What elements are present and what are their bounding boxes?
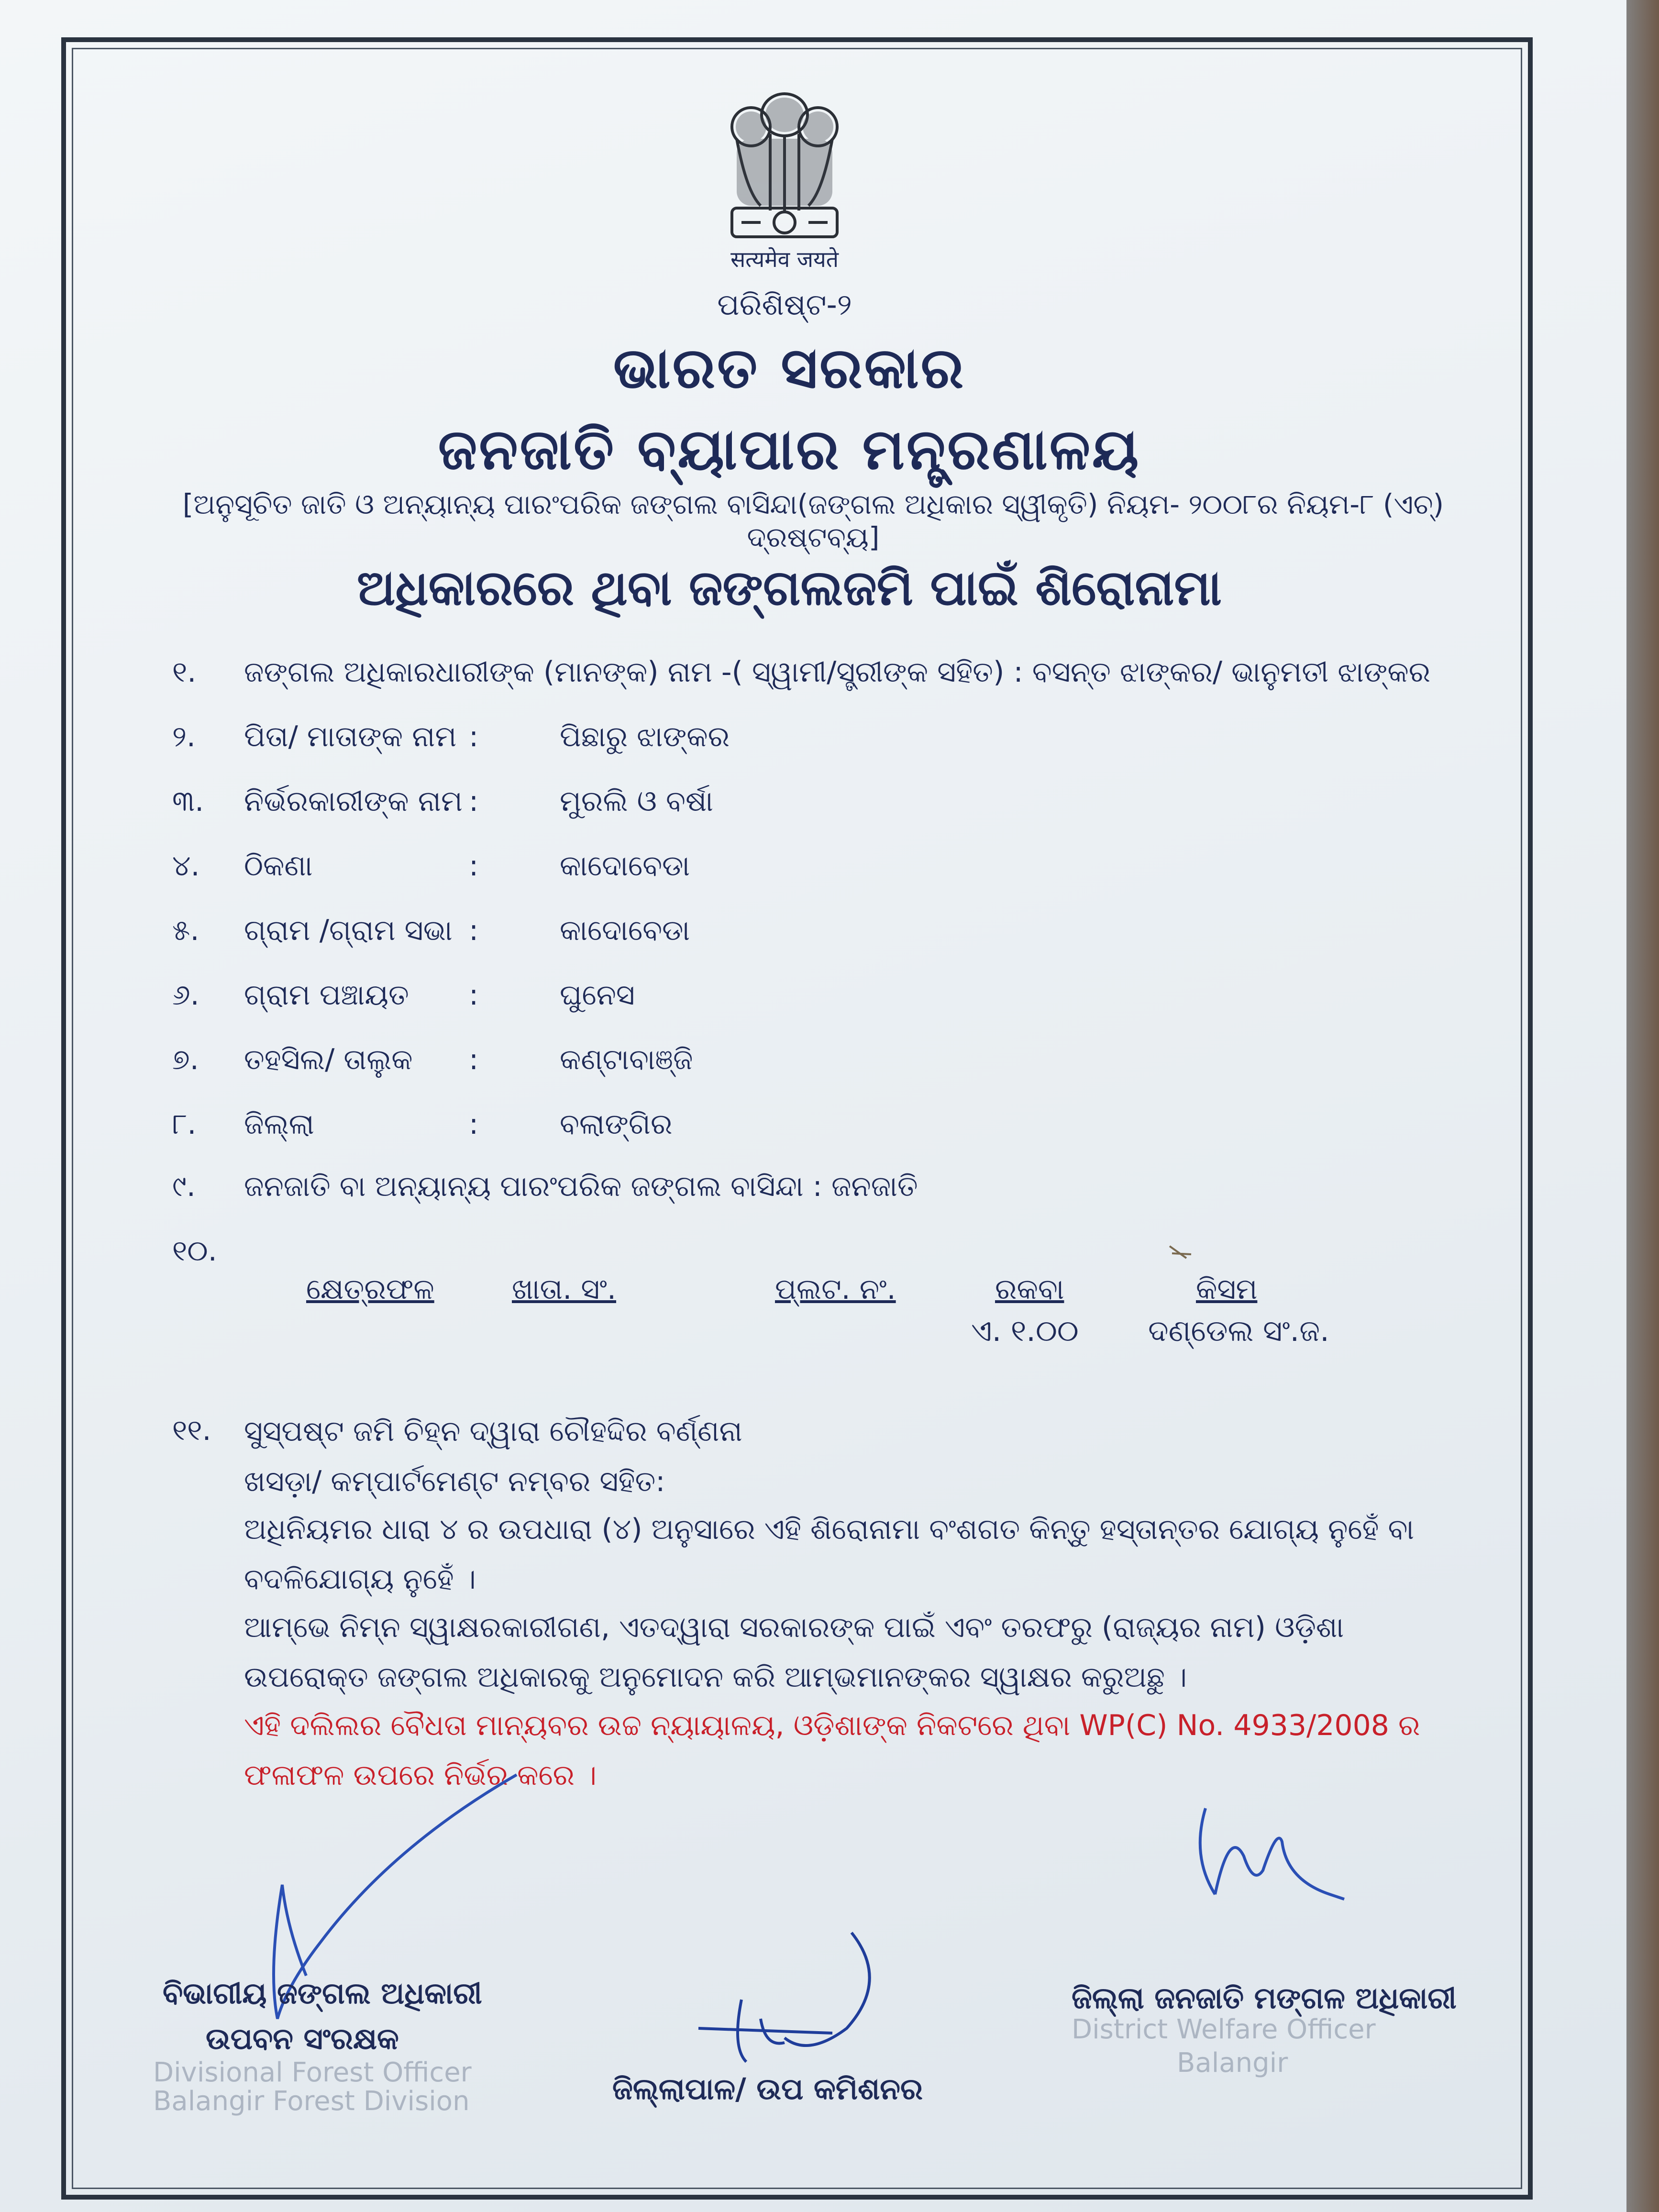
- field-value: କଣ୍ଟାବାଞ୍ଜି: [560, 1043, 693, 1076]
- stamp-right-line-2: Balangir: [1177, 2047, 1288, 2079]
- field-number: ୨.: [172, 720, 196, 753]
- signature-center: [689, 1923, 890, 2067]
- field-label: ଠିକଣା: [244, 849, 313, 883]
- field-number: ୯.: [172, 1170, 196, 1203]
- emblem-motto: सत्यमेव जयते: [730, 246, 839, 272]
- section-11-line-3: ଅଧିନିୟମର ଧାରା ୪ ର ଉପଧାରା (୪) ଅନୁସାରେ ଏହି ଶିରୋନାମା ବଂଶଗତ କିନ୍ତୁ ହସ୍ତାନ୍ତର ଯୋଗ୍ୟ ନୁହେଁ ବା ବଦଳିଯୋଗ୍ୟ ନୁହେଁ ।: [244, 1513, 1415, 1596]
- field-value: କାଦୋବେଡା: [560, 914, 690, 947]
- field-text: ଜନଜାତି ବା ଅନ୍ୟାନ୍ୟ ପାରଂପରିକ ଜଙ୍ଗଲ ବାସିନ୍ଦା : ଜନଜାତି: [244, 1170, 918, 1203]
- signature-right: [1186, 1799, 1387, 1923]
- field-number: ୧୦.: [172, 1234, 217, 1268]
- rule-reference: [ଅନୁସୂଚିତ ଜାତି ଓ ଅନ୍ୟାନ୍ୟ ପାରଂପରିକ ଜଙ୍ଗଲ ବାସିନ୍ଦା(ଜଙ୍ଗଲ ଅଧିକାର ସ୍ୱୀକୃତି) ନିୟମ- ୨୦୦୮ର ନିୟମ-୮ (ଏଚ୍) ଦ୍ରଷ୍ଟବ୍ୟ]: [182, 488, 1444, 553]
- field-value: ପିଛାରୁ ଝାଙ୍କର: [560, 720, 730, 753]
- ministry-heading: ଜନଜାତି ବ୍ୟାପାର ମନ୍ତ୍ରଣାଳୟ: [438, 416, 1141, 482]
- field-value: ବଲାଙ୍ଗିର: [560, 1107, 673, 1141]
- field-value: ମୁରଲି ଓ ବର୍ଷା: [560, 785, 713, 818]
- field-label: ନିର୍ଭରକାରୀଙ୍କ ନାମ: [244, 785, 463, 818]
- table-cell-kisam: ଦଣ୍ଡେଲ ସଂ.ଜ.: [1148, 1313, 1329, 1348]
- field-number: ୧.: [172, 655, 197, 689]
- field-number: ୪.: [172, 849, 200, 883]
- field-label: ଜିଲ୍ଲା: [244, 1107, 314, 1141]
- field-colon: :: [469, 1043, 479, 1076]
- section-11-line-2: ଖସଡ଼ା/ କମ୍ପାର୍ଟମେଣ୍ଟ ନମ୍ବର ସହିତ:: [244, 1465, 665, 1498]
- document-title: ଅଧିକାରରେ ଥିବା ଜଙ୍ଗଲଜମି ପାଇଁ ଶିରୋନାମା: [357, 560, 1222, 617]
- signatory-dfo: ବିଭାଗୀୟ ଜଙ୍ଗଲ ଅଧିକାରୀ: [163, 1976, 482, 2011]
- signatory-dcf: ଉପବନ ସଂରକ୍ଷକ: [206, 2021, 399, 2056]
- section-11-line-4: ଆମ୍ଭେ ନିମ୍ନ ସ୍ୱାକ୍ଷରକାରୀଗଣ, ଏତଦ୍ୱାରା ସରକାରଙ୍କ ପାଇଁ ଏବଂ ତରଫରୁ (ରାଜ୍ୟର ନାମ) ଓଡ଼ିଶା ଉପରୋକ୍ତ ଜଙ୍ଗଲ ଅଧିକାରକୁ ଅନୁମୋଦନ କରି ଆମ୍ଭମାନଙ୍କର ସ୍ୱାକ୍ଷର କରୁଅଛୁ ।: [244, 1611, 1344, 1694]
- field-colon: :: [469, 978, 479, 1012]
- field-colon: :: [469, 849, 479, 883]
- stamp-left-line-1: Divisional Forest Officer: [153, 2057, 472, 2088]
- table-header-rakba: ରକବା: [995, 1272, 1064, 1306]
- section-11-line-1: ସୁସ୍ପଷ୍ଟ ଜମି ଚିହ୍ନ ଦ୍ୱାରା ଚୌହଦ୍ଦିର ବର୍ଣ୍ଣନା: [244, 1415, 742, 1448]
- field-colon: :: [469, 720, 479, 753]
- field-colon: :: [469, 1107, 479, 1141]
- national-emblem-icon: [698, 81, 871, 254]
- smudge-mark: [1167, 1244, 1196, 1263]
- government-heading: ଭାରତ ସରକାର: [613, 335, 966, 401]
- table-cell-rakba: ଏ. ୧.୦୦: [971, 1313, 1079, 1348]
- field-number: ୭.: [172, 1043, 199, 1076]
- stamp-left-line-2: Balangir Forest Division: [153, 2086, 470, 2117]
- field-value: କାଦୋବେଡା: [560, 849, 690, 883]
- field-label: ଗ୍ରାମ /ଗ୍ରାମ ସଭା: [244, 914, 453, 947]
- field-value: ଘୁନେସ: [560, 978, 635, 1012]
- field-number: ୮.: [172, 1107, 197, 1141]
- table-header-khata: ଖାତା. ସଂ.: [512, 1272, 617, 1306]
- table-header-area: କ୍ଷେତ୍ରଫଳ: [306, 1272, 434, 1306]
- field-number: ୬.: [172, 978, 199, 1012]
- signatory-collector: ଜିଲ୍ଲାପାଳ/ ଉପ କମିଶନର: [612, 2071, 923, 2106]
- stamp-right-line-1: District Welfare Officer: [1072, 2014, 1376, 2045]
- field-label: ପିତା/ ମାତାଙ୍କ ନାମ: [244, 720, 457, 753]
- signatory-dwo: ଜିଲ୍ଲା ଜନଜାତି ମଙ୍ଗଳ ଅଧିକାରୀ: [1072, 1980, 1457, 2015]
- table-header-plot: ପ୍ଲଟ. ନଂ.: [775, 1272, 896, 1306]
- annex-label: ପରିଶିଷ୍ଟ-୨: [717, 287, 852, 322]
- field-number: ୩.: [172, 785, 204, 818]
- field-label: ତହସିଲ/ ତାଲୁକ: [244, 1043, 413, 1076]
- field-number: ୫.: [172, 914, 199, 947]
- field-label: ଗ୍ରାମ ପଞ୍ଚାୟତ: [244, 978, 409, 1012]
- field-text: ଜଙ୍ଗଲ ଅଧିକାରଧାରୀଙ୍କ (ମାନଙ୍କ) ନାମ -( ସ୍ୱାମୀ/ସ୍ତ୍ରୀଙ୍କ ସହିତ) : ବସନ୍ତ ଝାଙ୍କର/ ଭାନୁମତୀ ଝାଙ୍କର: [244, 655, 1431, 689]
- field-colon: :: [469, 914, 479, 947]
- field-colon: :: [469, 785, 479, 818]
- validity-notice: ଏହି ଦଲିଲର ବୈଧତା ମାନ୍ୟବର ଉଚ୍ଚ ନ୍ୟାୟାଳୟ, ଓଡ଼ିଶାଙ୍କ ନିକଟରେ ଥିବା WP(C) No. 4933/2008 ର ଫଳାଫଳ ଉପରେ ନିର୍ଭର କରେ ।: [244, 1709, 1420, 1792]
- field-number: ୧୧.: [172, 1414, 211, 1447]
- table-header-kisam: କିସମ: [1196, 1272, 1258, 1306]
